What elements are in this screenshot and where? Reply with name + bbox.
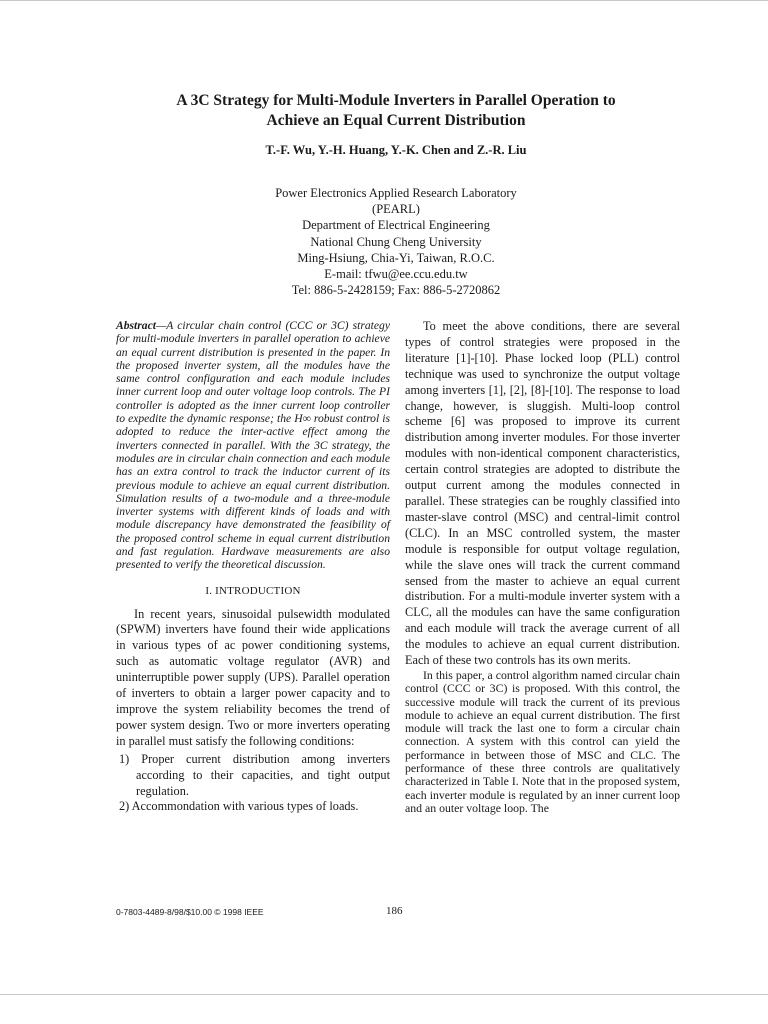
left-column: [116, 319, 390, 815]
title-line-2: Achieve an Equal Current Distribution: [266, 112, 526, 129]
abstract: [116, 319, 390, 572]
top-edge-line: [0, 0, 768, 1]
copyright-line: 0-7803-4489-8/98/$10.00 © 1998 IEEE: [116, 907, 264, 917]
author-list: T.-F. Wu, Y.-H. Huang, Y.-K. Chen and Z.-R. Liu: [265, 143, 527, 157]
bottom-edge-line: [0, 994, 768, 995]
body-paragraph: To meet the above conditions, there are several types of control strategies were proposed in the literature [1]-[10]. Phase locked loop (PLL) control technique was used to synchronize the output voltage among inverters [1], [2], [8]-[10]. The response to load change, however, is sluggish. Multi-loop control scheme [6] was proposed to improve its current distribution among inverter modules. For those inverter modules with non-identical component characteristics, certain control strategies are adopted to distribute the output current among the modules connected in parallel. These strategies can be roughly classified into master-slave control (MSC) and central-limit control (CLC). In an MSC controlled system, the master module is responsible for output voltage regulation, while the slave ones will track the current command sensed from the master to achieve an equal current distribution. For a multi-module inverter system with a CLC, all the modules can have the same configuration and each module will track the average current of all the modules to achieve an equal current distribution. Each of these two controls has its own merits.: [405, 319, 680, 668]
body-paragraph: In this paper, a control algorithm named circular chain control (CCC or 3C) is proposed. With this control, the successive module will track the current of its previous module to achieve an equal current distribution. The first module will track the last one to form a circular chain connection. A system with this control can yield the performance in between those of MSC and CLC. The performance of these three controls are qualitatively characterized in Table I. Note that in the proposed system, each inverter module is regulated by an inner current loop and an outer voltage loop. The: [405, 667, 680, 815]
affiliation-line: (PEARL): [372, 202, 420, 217]
affiliation-phone: Tel: 886-5-2428159; Fax: 886-5-2720862: [291, 283, 501, 298]
abstract-label: Abstract: [116, 319, 156, 332]
conditions-list: [116, 752, 390, 816]
affiliation-block: [150, 185, 642, 298]
affiliation-line: Ming-Hsiung, Chia-Yi, Taiwan, R.O.C.: [297, 250, 495, 265]
affiliation-line: Power Electronics Applied Research Laboratory: [275, 186, 517, 200]
section-heading-introduction: I. INTRODUCTION: [205, 584, 301, 597]
affiliation-line: Department of Electrical Engineering: [302, 218, 490, 233]
affiliation-email: E-mail: tfwu@ee.ccu.edu.tw: [324, 267, 468, 282]
condition-item: 2) Accommondation with various types of loads.: [119, 799, 359, 814]
page-number: 186: [386, 905, 403, 917]
intro-paragraph: In recent years, sinusoidal pulsewidth modulated (SPWM) inverters have found their wide applications in various types of ac power conditioning systems, such as automatic voltage regulator (AVR) and uninterruptible power supply (UPS). Parallel operation of inverters to obtain a larger power capacity and to improve the system reliability becomes the trend of power system design. Two or more inverters operating in parallel must satisfy the following conditions:: [116, 606, 390, 748]
affiliation-line: National Chung Cheng University: [310, 234, 482, 249]
right-column: [405, 319, 680, 815]
condition-item: 1) Proper current distribution among inverters according to their capacities, and tight output regulation.: [119, 751, 390, 798]
paper-title: [100, 91, 692, 131]
title-line-1: A 3C Strategy for Multi-Module Inverters in Parallel Operation to: [176, 92, 616, 109]
abstract-text: —A circular chain control (CCC or 3C) strategy for multi-module inverters in parallel operation to achieve an equal current distribution is presented in the paper. In the proposed inverter system, all the modules have the same control configuration and each module includes inner current loop and outer voltage loop controls. The PI controller is adopted as the inner current loop controller to expedite the dynamic response; the H∞ robust control is adopted to reduce the inter-active effect among the inverters connected in parallel. With the 3C strategy, the modules are in circular chain connection and each module has an extra control to track the inductor current of its previous module to achieve an equal current distribution. Simulation results of a two-module and a three-module inverter systems with different kinds of loads and with module discrepancy have demonstrated the feasibility of the proposed control scheme in equal current distribution and fast regulation. Hardwave measurements are also presented to verify the theoretical discussion.: [116, 319, 390, 572]
